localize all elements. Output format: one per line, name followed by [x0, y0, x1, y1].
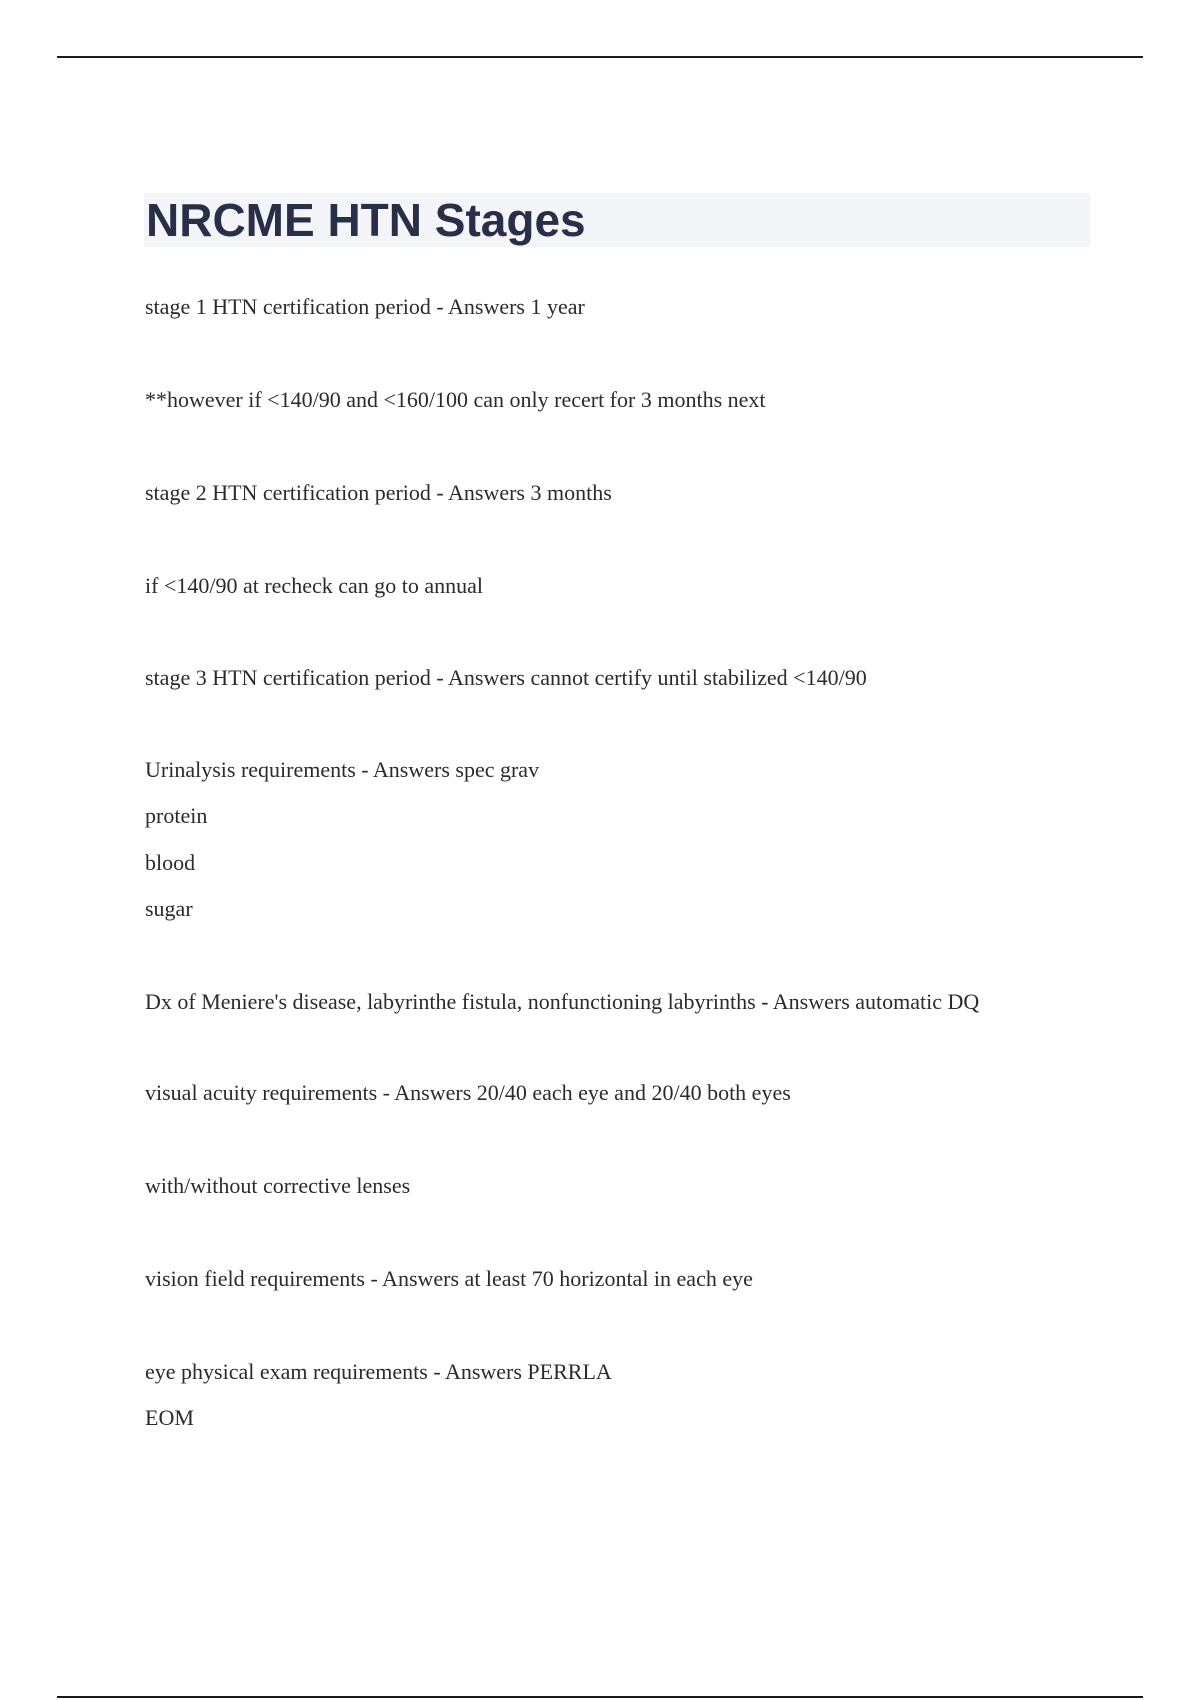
- document-title: NRCME HTN Stages: [146, 194, 586, 246]
- qa-urinalysis-protein: protein: [145, 803, 208, 828]
- qa-vision-field: vision field requirements - Answers at least 70 horizontal in each eye: [145, 1266, 753, 1291]
- qa-urinalysis-blood: blood: [145, 850, 196, 875]
- qa-meniere-dq: Dx of Meniere's disease, labyrinthe fistula, nonfunctioning labyrinths - Answers automatic DQ: [145, 989, 980, 1014]
- qa-urinalysis-sugar: sugar: [145, 896, 193, 921]
- qa-stage1-certification: stage 1 HTN certification period - Answers 1 year: [145, 294, 585, 319]
- qa-visual-acuity-note: with/without corrective lenses: [145, 1173, 411, 1198]
- qa-stage2-certification: stage 2 HTN certification period - Answers 3 months: [145, 480, 612, 505]
- qa-eye-exam: eye physical exam requirements - Answers PERRLA: [145, 1359, 612, 1384]
- top-divider: [57, 56, 1143, 58]
- qa-stage2-note: if <140/90 at recheck can go to annual: [145, 573, 484, 598]
- qa-stage1-note: **however if <140/90 and <160/100 can only recert for 3 months next: [145, 387, 766, 412]
- qa-stage3-certification: stage 3 HTN certification period - Answers cannot certify until stabilized <140/90: [145, 665, 867, 690]
- qa-visual-acuity: visual acuity requirements - Answers 20/40 each eye and 20/40 both eyes: [145, 1080, 791, 1105]
- qa-eye-exam-eom: EOM: [145, 1405, 194, 1430]
- qa-urinalysis-requirements: Urinalysis requirements - Answers spec grav: [145, 757, 540, 782]
- bottom-divider: [57, 1696, 1143, 1698]
